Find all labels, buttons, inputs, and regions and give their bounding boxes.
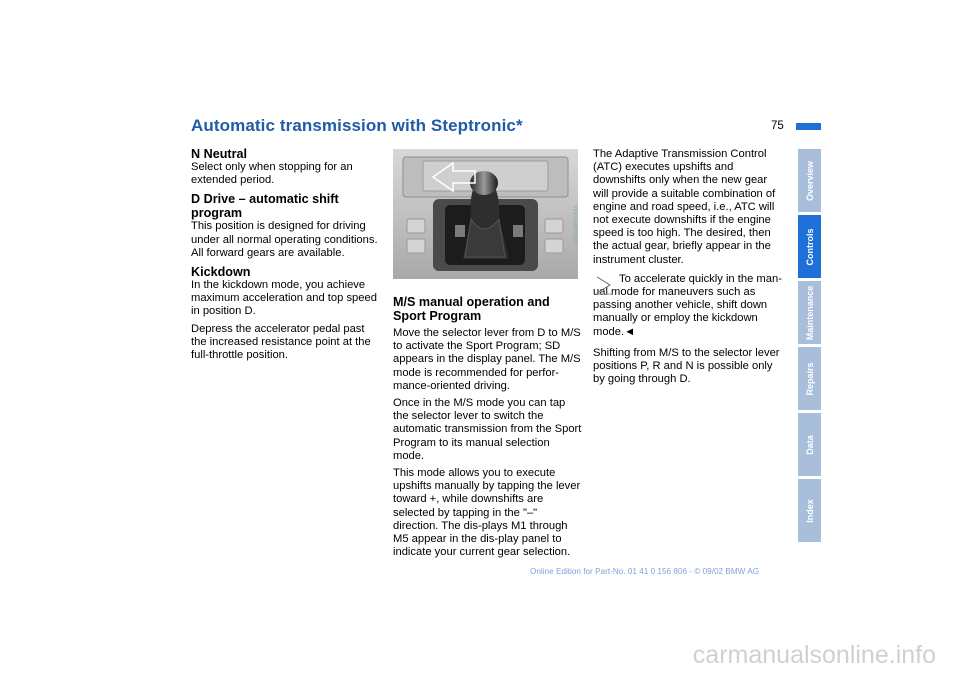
page-title: Automatic transmission with Steptronic* bbox=[191, 116, 523, 135]
neutral-heading: N Neutral bbox=[191, 147, 247, 161]
kickdown-text-2: Depress the accelerator pedal past the increased resistance point at the full-throttle position. bbox=[191, 322, 371, 362]
tab-overview[interactable]: Overview bbox=[798, 149, 821, 212]
atc-text: The Adaptive Transmission Control (ATC) executes upshifts and downshifts only when the new gear will provide a suitable combination of engine and road speed, i.e., ATC will not execute downshifts if the engine speed is too high. The desired, then the actual gear, briefly appear in the instrument cluster. bbox=[593, 148, 776, 266]
tab-repairs[interactable]: Repairs bbox=[798, 347, 821, 410]
page-number: 75 bbox=[771, 120, 784, 132]
ms-text-3: This mode allows you to execute upshifts manually by tapping the lever toward +, while downshifts are selected by tapping in the "–" direction. The dis-plays M1 through M5 appear in the dis-play panel to indicate your current gear selection. bbox=[393, 467, 581, 559]
watermark: carmanualsonline.info bbox=[692, 641, 936, 669]
image-code: MV00495CMA bbox=[574, 204, 580, 244]
kickdown-heading: Kickdown bbox=[191, 265, 251, 280]
kickdown-text-1: In the kickdown mode, you achieve maximum acceleration and top speed in position D. bbox=[191, 279, 377, 318]
drive-heading: D Drive – automatic shift program bbox=[191, 192, 339, 221]
gear-selector-photo bbox=[393, 149, 578, 279]
tab-index[interactable]: Index bbox=[798, 479, 821, 542]
column-middle bbox=[393, 295, 583, 563]
ms-text-2: Once in the M/S mode you can tap the selector lever to switch the automatic transmission from the Sport Program to its manual selection mode. bbox=[393, 397, 582, 462]
note-text: To accelerate quickly in the man-ual mode for maneuvers such as passing another vehicle, shift down manually or employ the kickdown mode.◄ bbox=[593, 272, 782, 338]
note-triangle-icon bbox=[593, 274, 615, 296]
gear-selector-illustration bbox=[393, 149, 578, 279]
section-tabs bbox=[798, 149, 821, 545]
ms-text-1: Move the selector lever from D to M/S to activate the Sport Program; SD appears in the display panel. The M/S mode is recommended for perfor-mance-oriented driving. bbox=[393, 327, 581, 392]
tab-data[interactable]: Data bbox=[798, 413, 821, 476]
tab-maintenance[interactable]: Maintenance bbox=[798, 281, 821, 344]
shift-text: Shifting from M/S to the selector lever positions P, R and N is possible only by going through D. bbox=[593, 346, 780, 386]
page-marker bbox=[796, 123, 821, 130]
note-block bbox=[593, 273, 785, 339]
column-left bbox=[191, 147, 383, 366]
footer-edition: Online Edition for Part-No. 01 41 0 156 806 - © 09/02 BMW AG bbox=[530, 567, 760, 576]
ms-heading: M/S manual operation and Sport Program bbox=[393, 295, 550, 323]
drive-text: This position is designed for driving under all normal operating conditions. All forward gears are available. bbox=[191, 220, 378, 259]
column-right bbox=[593, 148, 785, 390]
neutral-text: Select only when stopping for an extended period. bbox=[191, 161, 353, 187]
tab-controls[interactable]: Controls bbox=[798, 215, 821, 278]
